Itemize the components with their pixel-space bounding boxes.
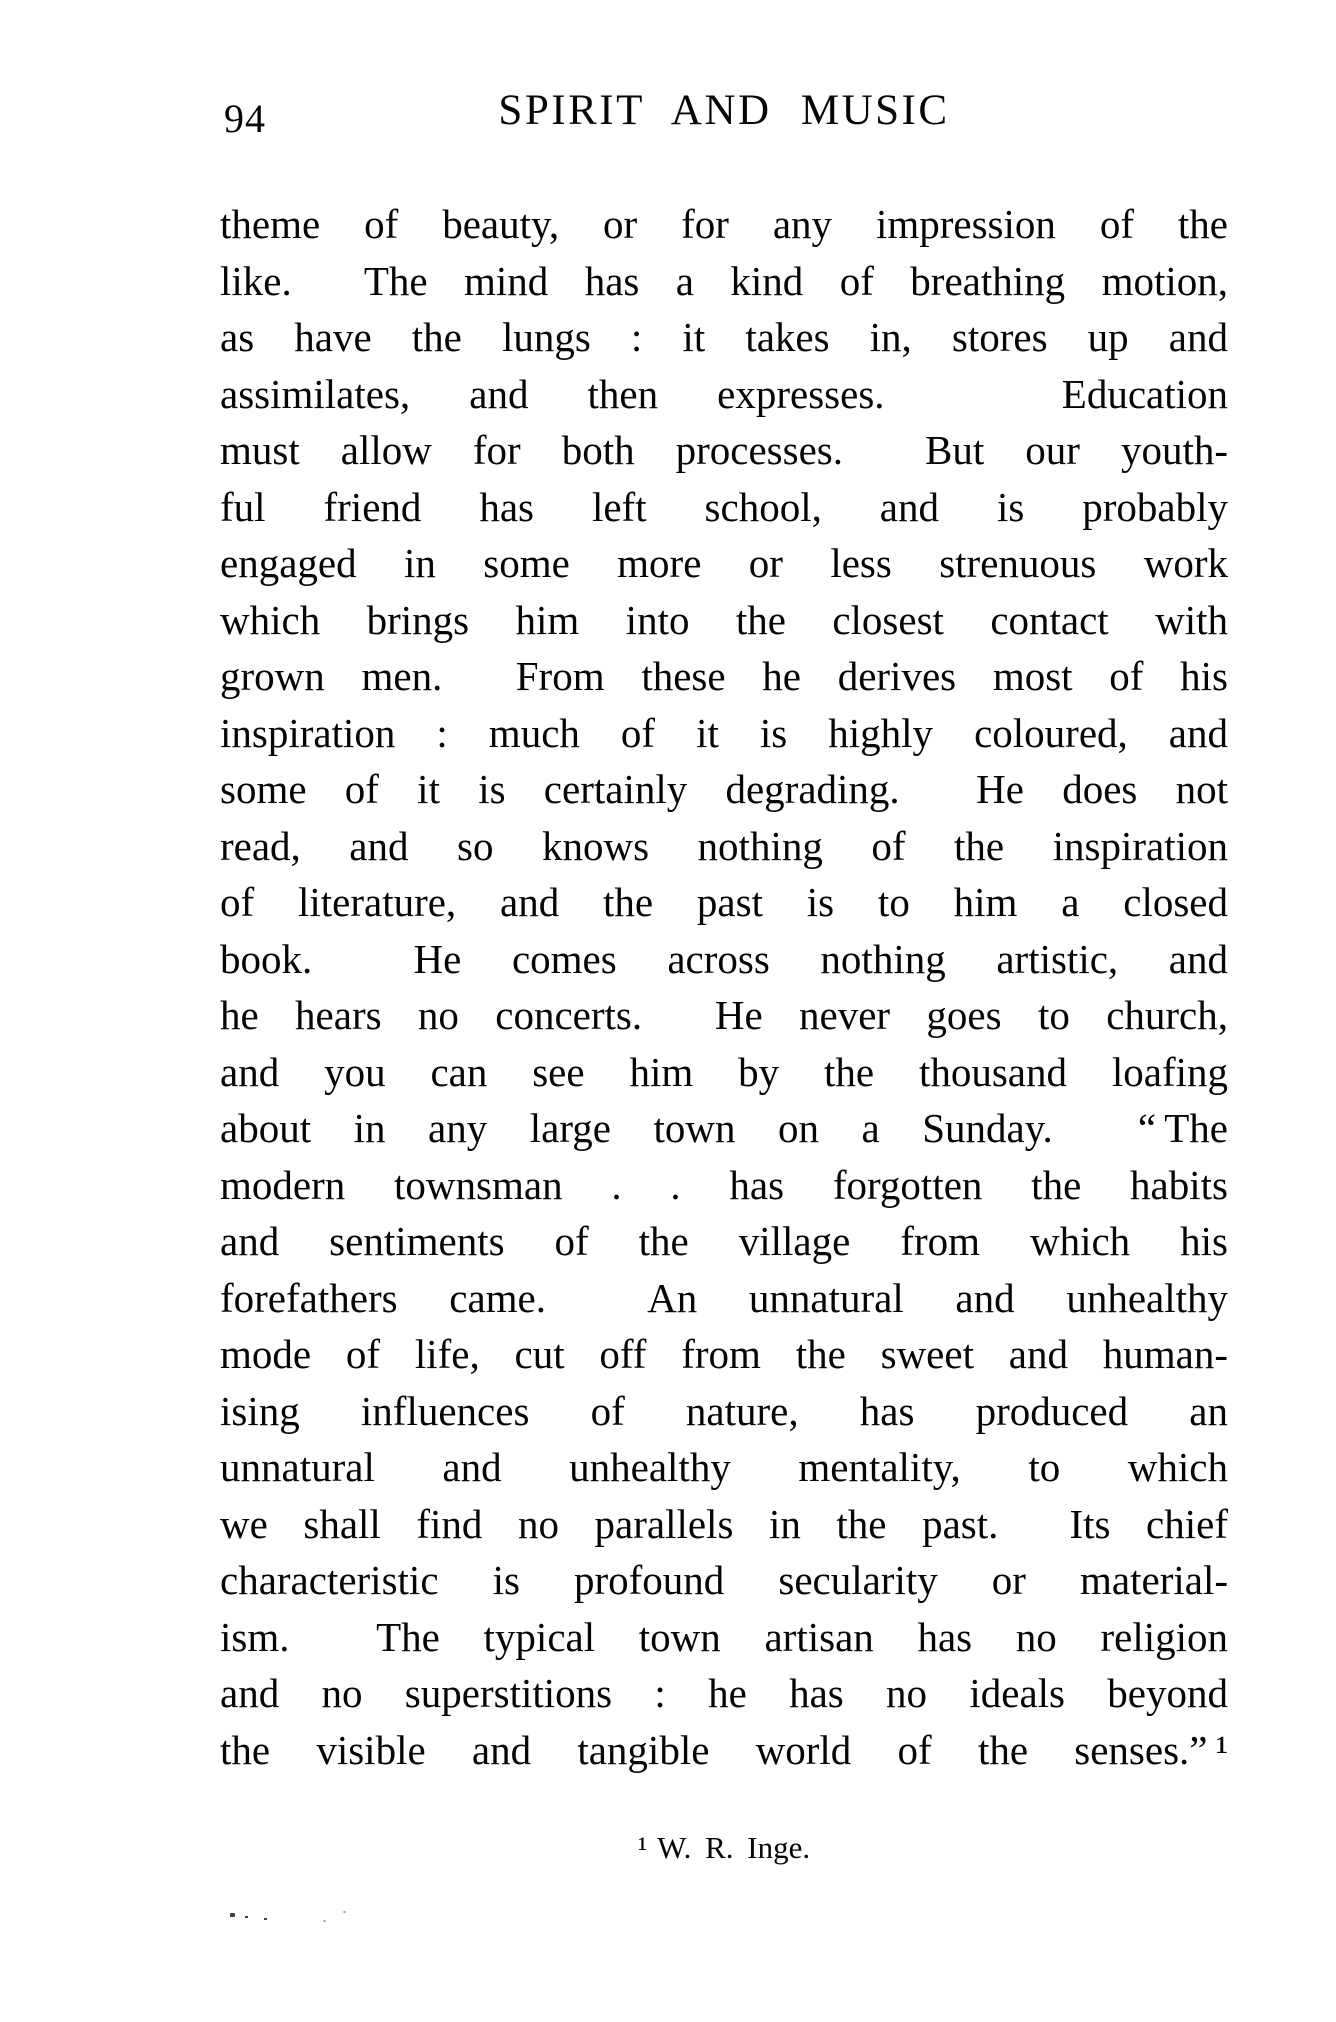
text-line: unnatural and unhealthy mentality, to which	[220, 1444, 1228, 1490]
text-line: ism. The typical town artisan has no religion	[220, 1613, 1228, 1660]
text-line: ising influences of nature, has produced an	[220, 1387, 1228, 1434]
text-line: inspiration : much of it is highly coloured, and	[220, 709, 1228, 756]
scan-speckles	[230, 1913, 235, 1917]
footnote	[220, 1828, 1228, 1868]
text-line: assimilates, and then expresses. Education	[220, 370, 1228, 417]
text-line: modern townsman . . has forgotten the habits	[220, 1161, 1228, 1208]
text-line: must allow for both processes. But our youth-	[220, 427, 1228, 473]
text-line: he hears no concerts. He never goes to church,	[220, 992, 1228, 1038]
text-line: forefathers came. An unnatural and unhealthy	[220, 1274, 1228, 1321]
text-line: as have the lungs : it takes in, stores up and	[220, 314, 1228, 360]
text-line: like. The mind has a kind of breathing motion,	[220, 257, 1228, 304]
text-line: and sentiments of the village from which his	[220, 1218, 1228, 1264]
text-line: some of it is certainly degrading. He does not	[220, 766, 1228, 812]
text-line: ful friend has left school, and is probably	[220, 483, 1228, 530]
page-title: SPIRIT AND MUSIC	[498, 87, 950, 134]
text-line: the visible and tangible world of the senses.” ¹	[220, 1726, 1228, 1773]
footnote-text: W. R. Inge.	[657, 1830, 811, 1865]
text-line: and you can see him by the thousand loafing	[220, 1048, 1228, 1095]
text-line: theme of beauty, or for any impression of the	[220, 201, 1228, 247]
footnote-marker: ¹	[637, 1830, 648, 1865]
running-head	[220, 86, 1228, 141]
text-line: mode of life, cut off from the sweet and human-	[220, 1331, 1228, 1377]
page-number: 94	[224, 96, 266, 141]
text-line: characteristic is profound secularity or material-	[220, 1557, 1228, 1603]
text-line: read, and so knows nothing of the inspiration	[220, 822, 1228, 869]
text-line: grown men. From these he derives most of his	[220, 653, 1228, 699]
text-line: we shall find no parallels in the past. Its chief	[220, 1500, 1228, 1547]
text-line: about in any large town on a Sunday. “ The	[220, 1105, 1228, 1151]
text-line: book. He comes across nothing artistic, and	[220, 935, 1228, 982]
text-line: which brings him into the closest contact with	[220, 596, 1228, 643]
text-line: engaged in some more or less strenuous work	[220, 540, 1228, 586]
body-text	[220, 196, 1228, 1778]
text-line: and no superstitions : he has no ideals beyond	[220, 1670, 1228, 1716]
text-line: of literature, and the past is to him a closed	[220, 879, 1228, 925]
